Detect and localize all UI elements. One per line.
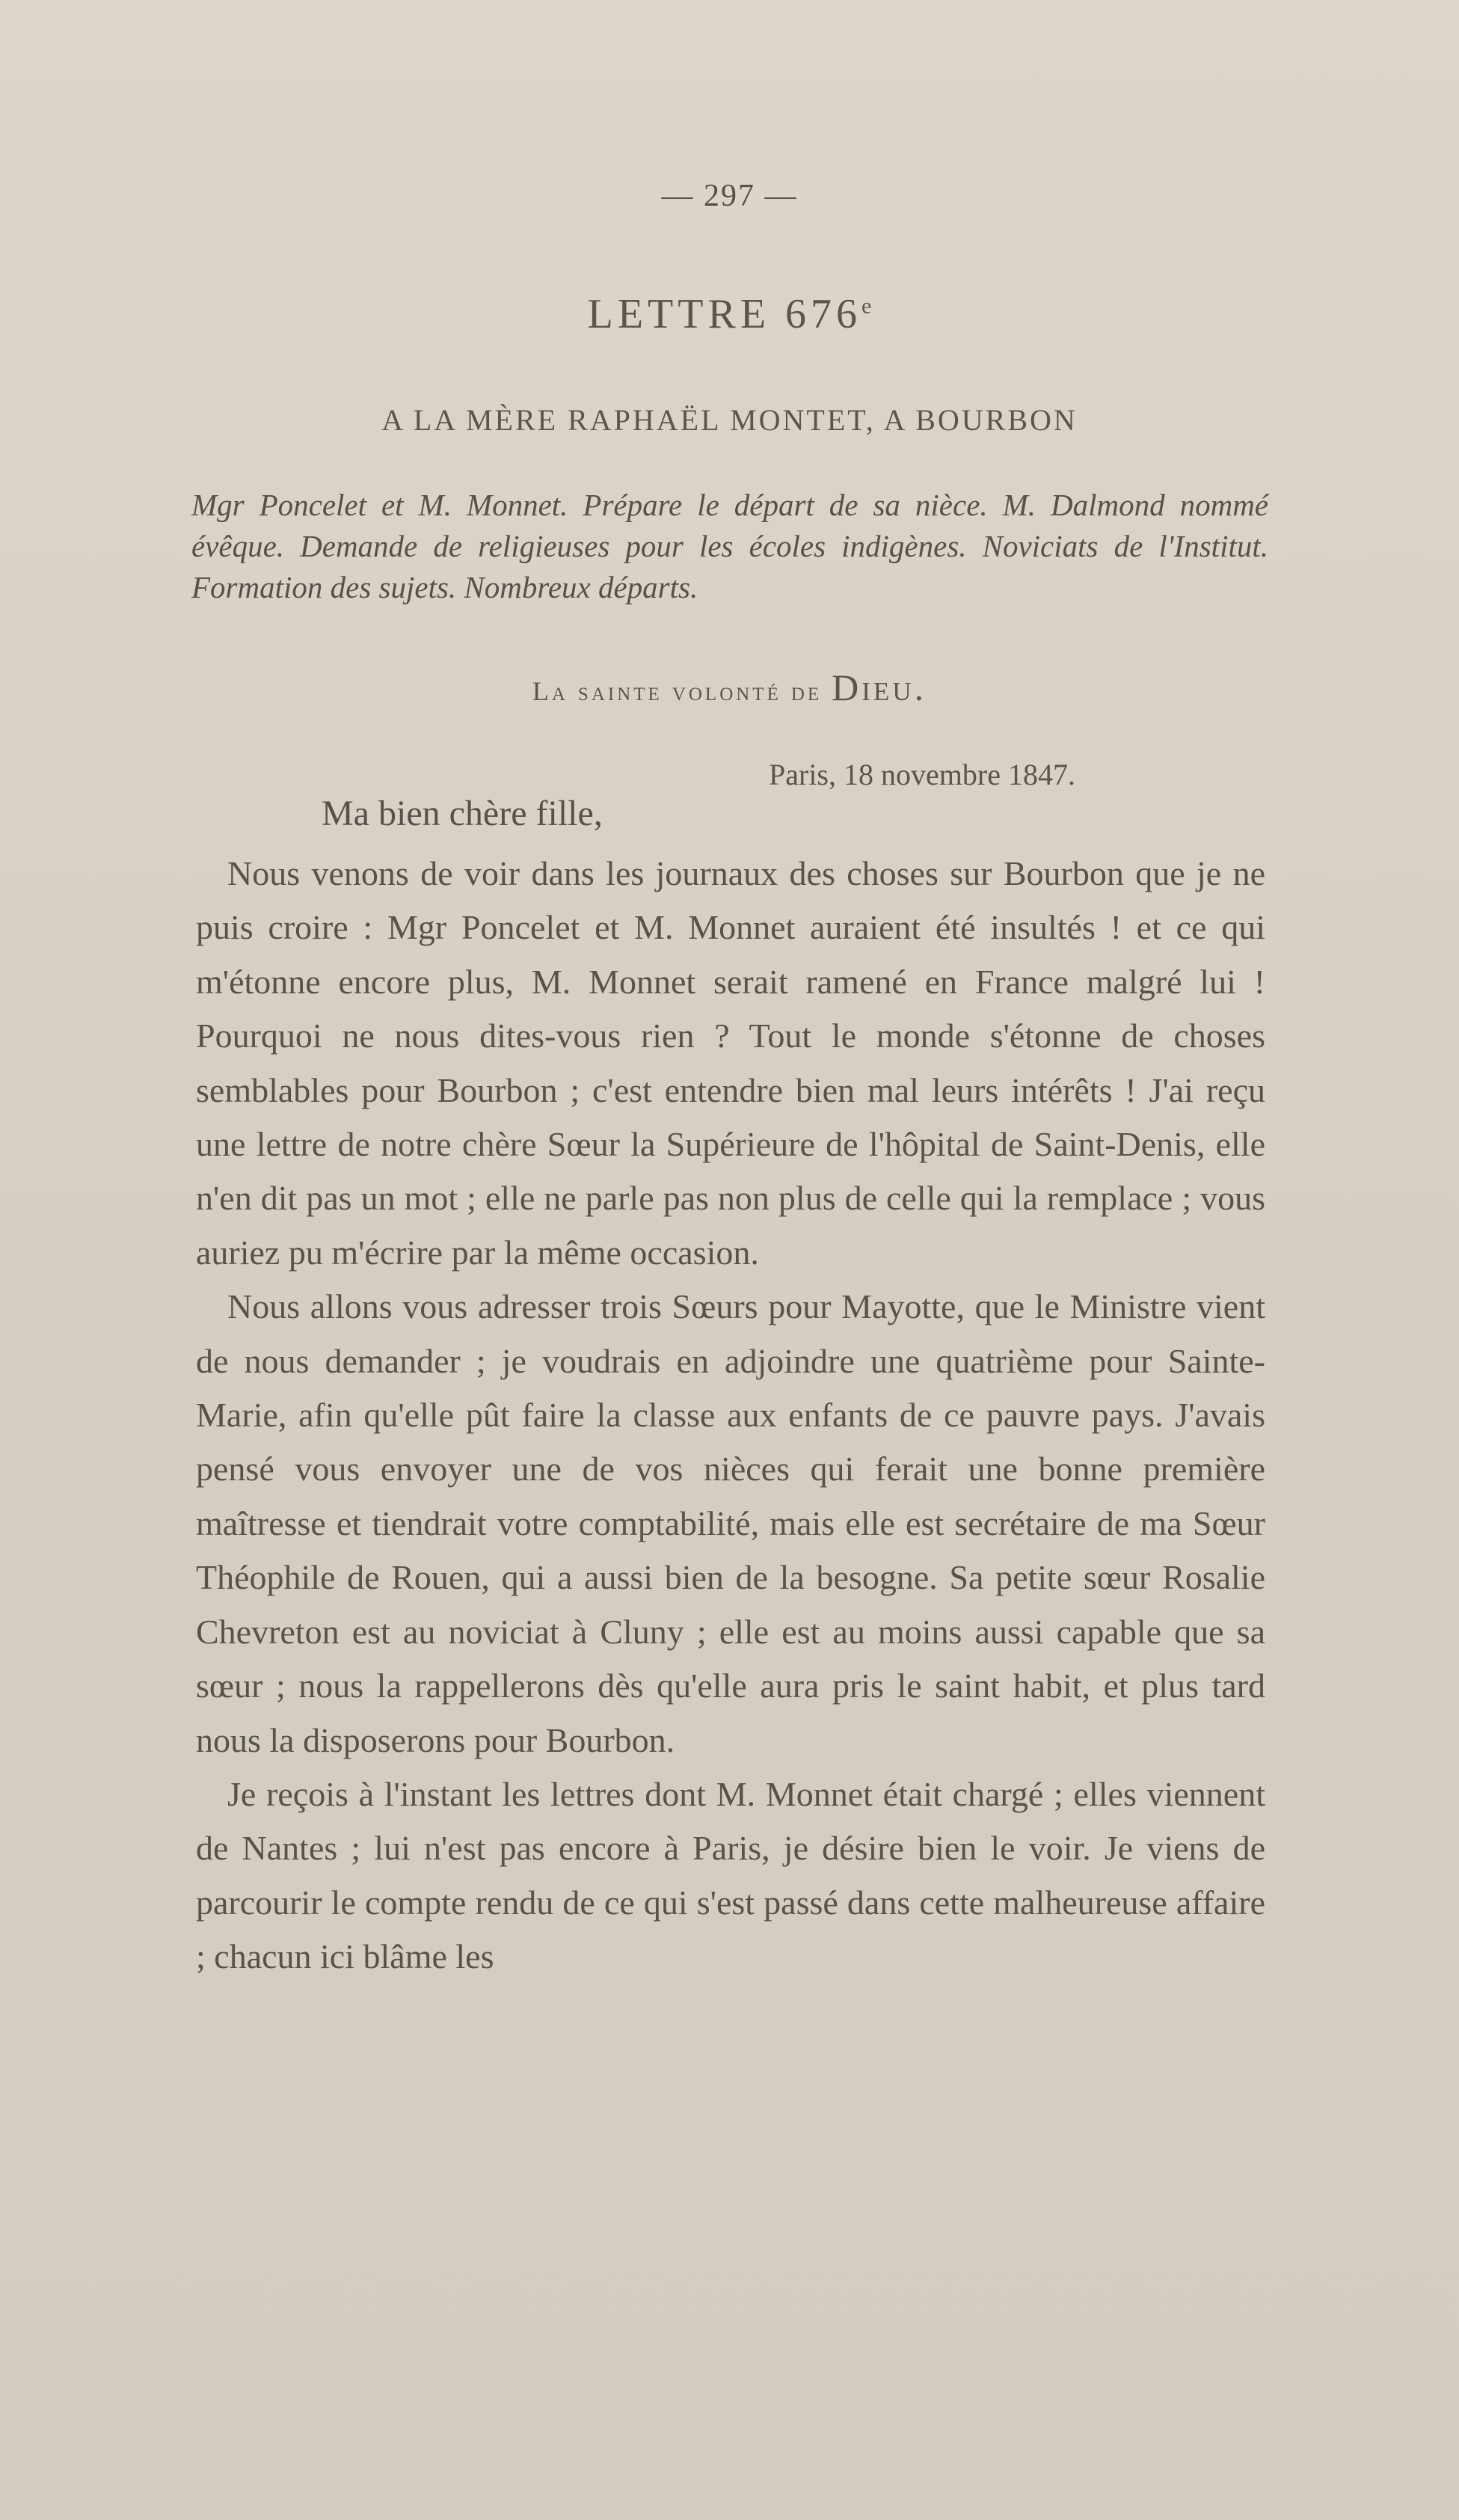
letter-body <box>196 847 1265 1984</box>
letter-motto <box>0 666 1459 709</box>
motto-dieu: Dieu. <box>832 666 927 708</box>
body-paragraph: Je reçois à l'instant les lettres dont M. Monnet était chargé ; elles viennent de Nantes ; lui n'est pas encore à Paris, je désire bien le voir. Je viens de parcourir le compte rendu de ce qui s'est passé dans cette malheureuse affaire ; chacun ici blâme les <box>196 1774 1265 1976</box>
page-number: — 297 — <box>661 179 798 213</box>
letter-title-text: LETTRE 676 <box>587 291 862 337</box>
letter-dateline: Paris, 18 novembre 1847. <box>769 758 1075 791</box>
motto-text: La sainte volonté de <box>532 676 823 706</box>
letter-summary: Mgr Poncelet et M. Monnet. Prépare le départ de sa nièce. M. Dalmond nommé évêque. Demande de religieuses pour les écoles indigènes. Noviciats de l'Institut. Formation des sujets. Nombreux départs. <box>191 488 1268 604</box>
letter-title-superscript: e <box>861 293 872 319</box>
letter-addressee: A LA MÈRE RAPHAËL MONTET, A BOURBON <box>381 403 1078 437</box>
letter-salutation: Ma bien chère fille, <box>322 794 603 833</box>
body-paragraph: Nous allons vous adresser trois Sœurs pour Mayotte, que le Ministre vient de nous demander ; je voudrais en adjoindre une quatrième pour Sainte-Marie, afin qu'elle pût faire la classe aux enfants de ce pauvre pays. J'avais pensé vous envoyer une de vos nièces qui ferait une bonne première maîtresse et tiendrait votre comptabilité, mais elle est secrétaire de ma Sœur Théophile de Rouen, qui a aussi bien de la besogne. Sa petite sœur Rosalie Chevreton est au noviciat à Cluny ; elle est au moins aussi capable que sa sœur ; nous la rappellerons dès qu'elle aura pris le saint habit, et plus tard nous la disposerons pour Bourbon. <box>196 1287 1265 1759</box>
body-paragraph: Nous venons de voir dans les journaux des choses sur Bourbon que je ne puis croire : Mgr Poncelet et M. Monnet auraient été insultés ! et ce qui m'étonne encore plus, M. Monnet serait ramené en France malgré lui ! Pourquoi ne nous dites-vous rien ? Tout le monde s'étonne de choses semblables pour Bourbon ; c'est entendre bien mal leurs intérêts ! J'ai reçu une lettre de notre chère Sœur la Supérieure de l'hôpital de Saint-Denis, elle n'en dit pas un mot ; elle ne parle pas non plus de celle qui la remplace ; vous auriez pu m'écrire par la même occasion. <box>196 854 1265 1272</box>
letter-title <box>0 290 1459 338</box>
